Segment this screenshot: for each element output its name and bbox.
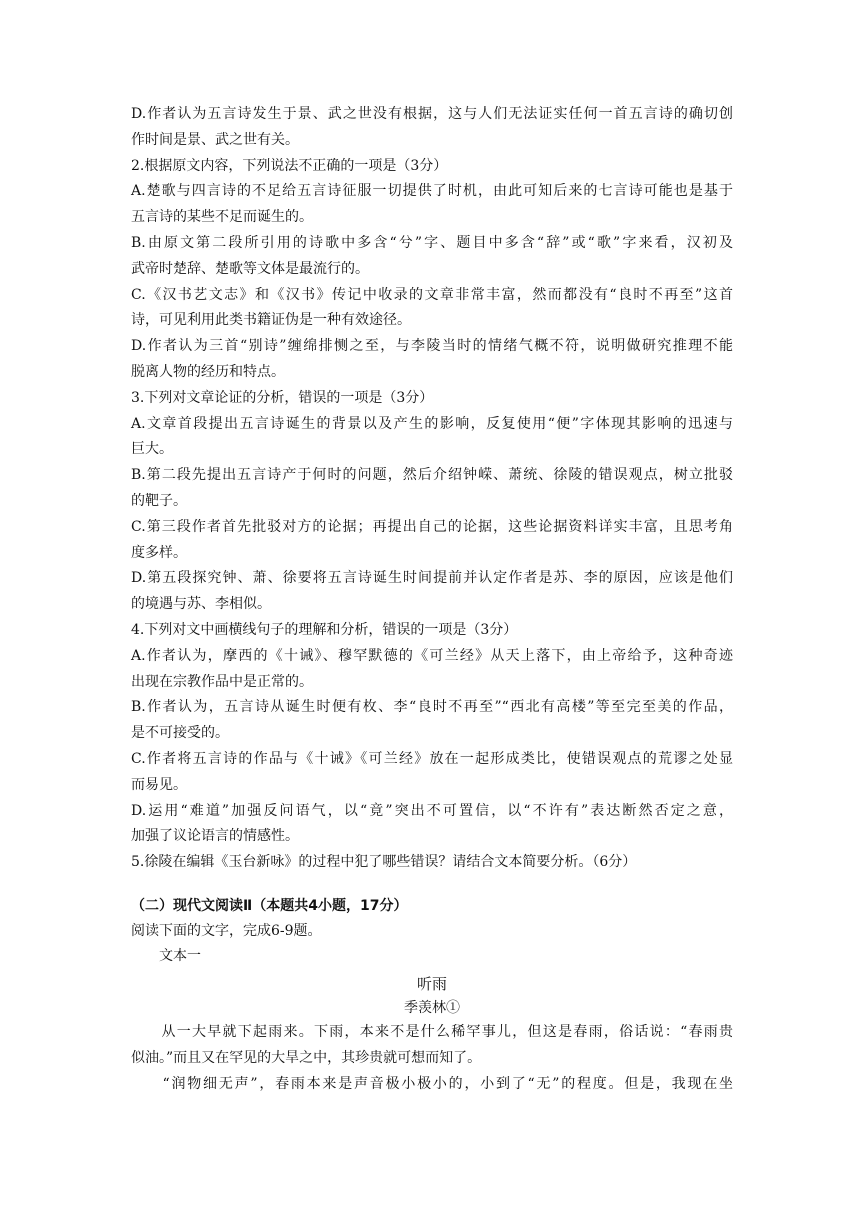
- question-2-stem: 2.根据原文内容，下列说法不正确的一项是（3分）: [131, 157, 448, 174]
- text-line: 是不可接受的。: [131, 725, 229, 742]
- text-line: 而易见。: [131, 776, 187, 793]
- option-d: D.运用“难道”加强反问语气，以“竟”突出不可置信，以“不许有”表达断然否定之意，: [131, 802, 733, 819]
- option-a: A.作者认为，摩西的《十诫》、穆罕默德的《可兰经》从天上落下，由上帝给予，这种奇迹: [131, 647, 733, 664]
- option-b: B.第二段先提出五言诗产于何时的问题，然后介绍钟嵘、萧统、徐陵的错误观点，树立批驳: [131, 467, 733, 484]
- text-line: 武帝时楚辞、楚歌等文体是最流行的。: [131, 260, 369, 277]
- body-line: 似油。”而且又在罕见的大旱之中，其珍贵就可想而知了。: [131, 1049, 482, 1066]
- text-line: 五言诗的某些不足而诞生的。: [131, 209, 313, 226]
- text-line: 脱离人物的经历和特点。: [131, 363, 285, 380]
- option-d: D.第五段探究钟、萧、徐要将五言诗诞生时间提前并认定作者是苏、李的原因，应该是他们: [131, 570, 733, 587]
- question-4-stem: 4.下列对文中画横线句子的理解和分析，错误的一项是（3分）: [131, 621, 518, 638]
- text-line: 的境遇与苏、李相似。: [131, 596, 271, 613]
- question-options-block: [131, 102, 733, 876]
- option-d: D.作者认为三首“别诗”缠绵排恻之至，与李陵当时的情绪气概不符，说明做研究推理不能: [131, 338, 733, 355]
- body-line: “润物细无声”，春雨本来是声音极小极小的，小到了“无”的程度。但是，我现在坐: [131, 1075, 733, 1092]
- option-a: A.楚歌与四言诗的不足给五言诗征服一切提供了时机，由此可知后来的七言诗可能也是基于: [131, 183, 733, 200]
- text-line: 出现在宗教作品中是正常的。: [131, 673, 313, 690]
- option-b: B.作者认为，五言诗从诞生时便有枚、李“良时不再至”“西北有高楼”等至完至美的作品，: [131, 699, 733, 716]
- body-line: 从一大早就下起雨来。下雨，本来不是什么稀罕事儿，但这是春雨，俗话说：“春雨贵: [131, 1023, 733, 1040]
- text-label: 文本一: [159, 947, 201, 964]
- text-line: 度多样。: [131, 544, 187, 561]
- text-line: 加强了议论语言的情感性。: [131, 828, 299, 845]
- section-instruction: 阅读下面的文字，完成6-9题。: [131, 922, 322, 939]
- option-c: C.作者将五言诗的作品与《十诫》《可兰经》放在一起形成类比，使错误观点的荒谬之处显: [131, 750, 733, 767]
- question-3-stem: 3.下列对文章论证的分析，错误的一项是（3分）: [131, 389, 434, 406]
- section-heading: （二）现代文阅读Ⅱ（本题共4小题，17分）: [131, 897, 408, 914]
- text-line: 作时间是景、武之世有关。: [131, 131, 299, 148]
- text-line: 巨大。: [131, 441, 173, 458]
- option-c: C.第三段作者首先批驳对方的论据；再提出自己的论据，这些论据资料详实丰富，且思考角: [131, 518, 733, 535]
- article-author: 季羡林①: [404, 999, 460, 1016]
- option-a: A.文章首段提出五言诗诞生的背景以及产生的影响，反复使用“便”字体现其影响的迅速与: [131, 415, 733, 432]
- question-5-stem: 5.徐陵在编辑《玉台新咏》的过程中犯了哪些错误？请结合文本简要分析。（6分）: [131, 854, 637, 871]
- text-line: 的靶子。: [131, 492, 187, 509]
- article-body: [131, 1019, 733, 1097]
- option-b: B.由原文第二段所引用的诗歌中多含“兮”字、题目中多含“辞”或“歌”字来看，汉初及: [131, 234, 733, 251]
- page-content: [131, 102, 733, 1097]
- article-title: 听雨: [416, 974, 447, 993]
- text-line: D.作者认为五言诗发生于景、武之世没有根据，这与人们无法证实任何一首五言诗的确切创: [131, 106, 733, 122]
- text-line: 诗，可见利用此类书籍证伪是一种有效途径。: [131, 312, 411, 329]
- option-c: C.《汉书艺文志》和《汉书》传记中收录的文章非常丰富，然而都没有“良时不再至”这首: [131, 286, 733, 303]
